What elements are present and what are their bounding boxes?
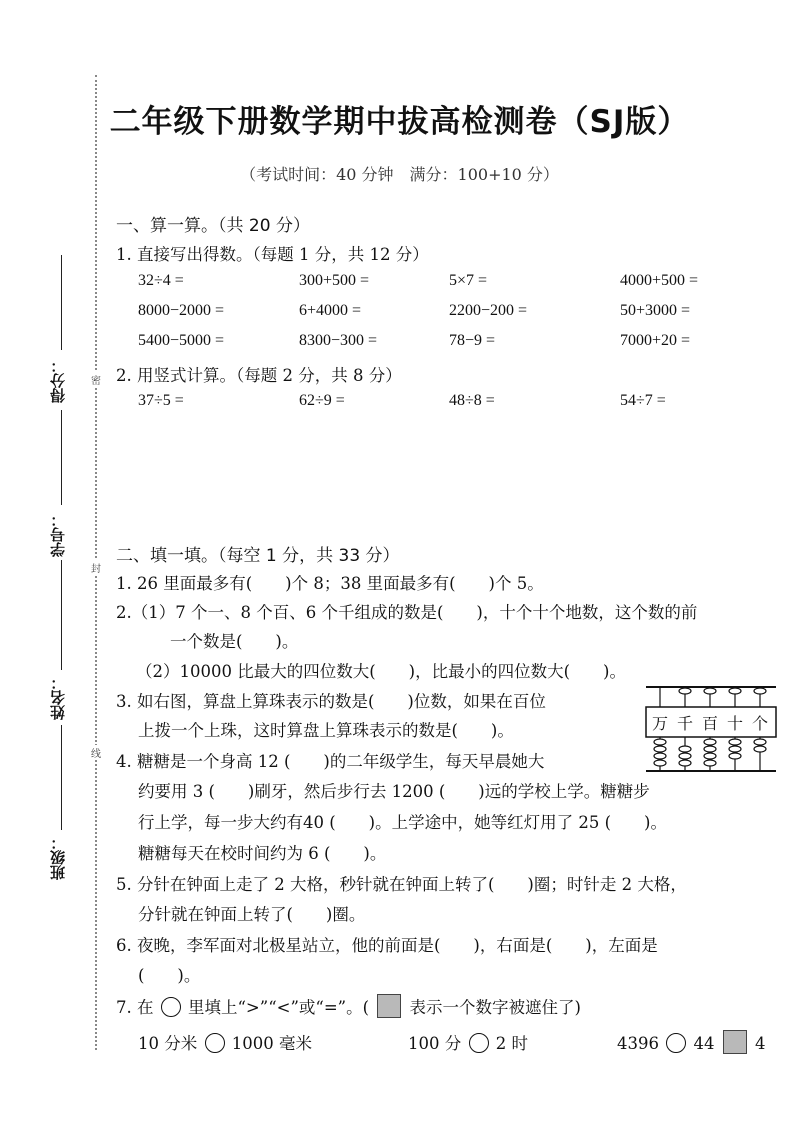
calc-item: 5×7 = [449,272,488,289]
vertical-calc-item: 54÷7 = [620,392,666,409]
s2-line: 5. 分针在钟面上走了 2 大格，秒针就在钟面上转了( )圈；时针走 2 大格， [116,875,687,894]
s2-q7 [116,994,581,1018]
s2-line: ( )。 [138,966,201,985]
s2-line: 3. 如右图，算盘上算珠表示的数是( )位数，如果在百位 [116,692,546,711]
calc-item: 7000+20 = [620,332,691,349]
vertical-calc-item: 37÷5 = [138,392,184,409]
abacus-figure [644,683,778,775]
calc-item: 32÷4 = [138,272,184,289]
q7-part1: 7. 在 [116,998,154,1017]
abacus-label-qian: 千 [676,714,694,733]
exam-info: （考试时间：40 分钟 满分：100+10 分） [240,165,559,184]
student-id-label: 学号： [49,512,67,557]
class-label: 班级： [49,835,67,880]
s2-line: 约要用 3 ( )刷牙，然后步行去 1200 ( )远的学校上学。糖糖步 [138,782,650,801]
student-id-blank-line-top [61,410,62,505]
s2-line: （2）10000 比最大的四位数大( )，比最小的四位数大( )。 [136,662,626,681]
compare-circle-icon [161,997,181,1017]
s2-line: 糖糖每天在校时间约为 6 ( )。 [138,844,387,863]
abacus-label-bai: 百 [701,714,719,733]
compare-right-a: 44 [693,1034,715,1053]
s1-q2-text: 2. 用竖式计算。（每题 2 分，共 8 分） [116,366,402,385]
seal-char-xian: 线 [90,745,102,760]
s2-line: 6. 夜晚，李军面对北极星站立，他的前面是( )，右面是( )，左面是 [116,936,658,955]
abacus-label-ge: 个 [751,714,769,733]
s2-line: 一个数是( )。 [170,632,299,651]
score-blank-line[interactable] [61,255,62,350]
s2-line: 行上学，每一步大约有40 ( )。上学途中，她等红灯用了 25 ( )。 [138,813,667,832]
compare-right: 1000 毫米 [231,1034,312,1053]
compare-item [617,1030,766,1054]
compare-item [408,1030,528,1054]
s2-line: 4. 糖糖是一个身高 12 ( )的二年级学生，每天早晨她大 [116,752,545,771]
answer-circle[interactable] [205,1033,225,1053]
seal-char-mi: 密 [90,372,102,387]
name-label: 姓名： [49,675,67,720]
calc-item: 78−9 = [449,332,496,349]
name-blank-line[interactable] [61,725,62,830]
answer-circle[interactable] [666,1033,686,1053]
seal-char-feng: 封 [90,560,102,575]
calc-item: 5400−5000 = [138,332,225,349]
section2-heading: 二、填一填。（每空 1 分，共 33 分） [116,546,400,566]
calc-item: 6+4000 = [299,302,362,319]
abacus-label-shi: 十 [726,714,744,733]
hidden-digit-box-icon [723,1030,747,1054]
compare-left: 100 分 [408,1034,462,1053]
student-id-blank-line[interactable] [61,560,62,670]
q7-part3: 表示一个数字被遮住了) [409,998,581,1017]
compare-item [138,1030,312,1054]
s2-line: 2.（1）7 个一、8 个百、6 个千组成的数是( )，十个十个地数，这个数的前 [116,603,698,622]
abacus-label-wan: 万 [651,714,669,733]
compare-right: 2 时 [495,1034,528,1053]
compare-left: 10 分米 [138,1034,198,1053]
calc-item: 8000−2000 = [138,302,225,319]
section1-heading: 一、算一算。（共 20 分） [116,216,310,236]
s2-line: 上拨一个上珠，这时算盘上算珠表示的数是( )。 [138,721,514,740]
s1-q1-text: 1. 直接写出得数。（每题 1 分，共 12 分） [116,245,429,264]
q7-part2: 里填上“>”“<”或“=”。( [188,998,370,1017]
score-label: 得分： [49,358,67,403]
vertical-calc-item: 48÷8 = [449,392,495,409]
calc-item: 300+500 = [299,272,370,289]
vertical-calc-item: 62÷9 = [299,392,345,409]
page-title: 二年级下册数学期中拔高检测卷（SJ版） [109,104,690,140]
calc-item: 8300−300 = [299,332,378,349]
calc-item: 50+3000 = [620,302,691,319]
calc-item: 2200−200 = [449,302,528,319]
compare-left: 4396 [617,1034,659,1053]
s2-line: 分针就在钟面上转了( )圈。 [138,905,366,924]
s2-line: 1. 26 里面最多有( )个 8；38 里面最多有( )个 5。 [116,574,544,593]
compare-right-b: 4 [755,1034,766,1053]
calc-item: 4000+500 = [620,272,699,289]
answer-circle[interactable] [469,1033,489,1053]
hidden-digit-box-icon [377,994,401,1018]
